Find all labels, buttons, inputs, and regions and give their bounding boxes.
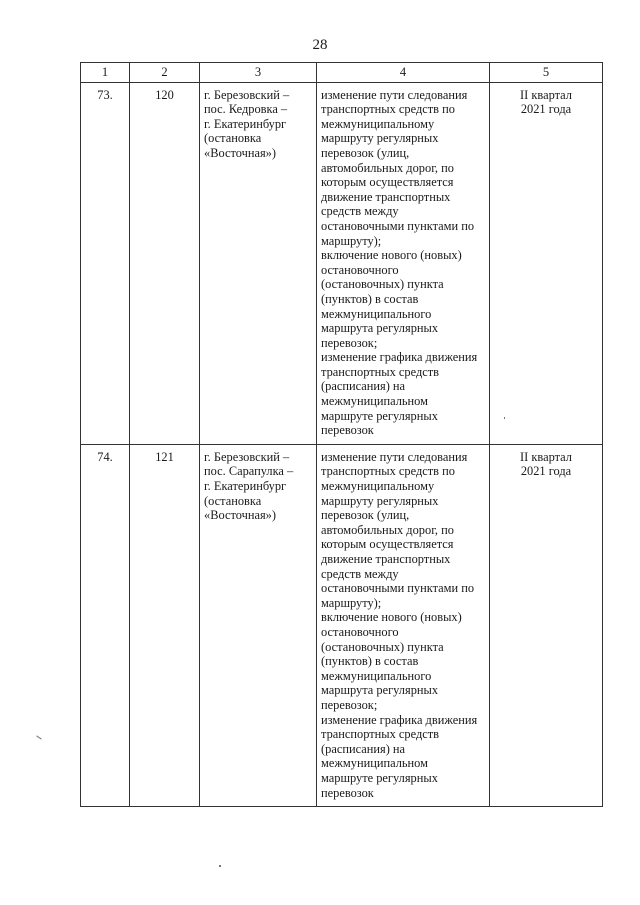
text-line: перевозок; (321, 335, 378, 350)
text-line: маршруту регулярных (321, 131, 439, 146)
text-line: межмуниципальному (321, 479, 435, 494)
table-header-row (81, 63, 603, 83)
table-row (81, 444, 603, 806)
text-line: перевозок; (321, 697, 378, 712)
text-line: движение транспортных (321, 189, 451, 204)
text-line: г. Березовский – (204, 449, 290, 464)
text-line: межмуниципальном (321, 394, 428, 409)
change-description-cell (317, 444, 490, 806)
route-name-cell (200, 444, 317, 806)
routes-table (80, 62, 603, 807)
text-line: (пунктов) в состав (321, 291, 419, 306)
text-line: 2021 года (520, 102, 572, 117)
text-line: (остановка (204, 131, 262, 146)
text-line: остановочного (321, 624, 399, 639)
text-line: маршруте регулярных (321, 408, 438, 423)
text-line: межмуниципальному (321, 116, 435, 131)
scan-speck (219, 865, 221, 867)
text-line: межмуниципального (321, 668, 432, 683)
text-line: маршруте регулярных (321, 770, 438, 785)
text-line: (остановочных) пункта (321, 277, 444, 292)
text-line: «Восточная») (204, 145, 276, 160)
header-cell: 5 (490, 63, 603, 83)
text-line: включение нового (новых) (321, 610, 462, 625)
row-number-cell: 74. (81, 444, 130, 806)
text-line: средств между (321, 566, 399, 581)
text-line: изменение пути следования (321, 87, 468, 102)
route-number-cell: 120 (130, 82, 200, 444)
text-line: которым осуществляется (321, 175, 454, 190)
text-line: 2021 года (520, 464, 572, 479)
scan-speck (504, 417, 505, 419)
text-line: пос. Сарапулка – (204, 464, 294, 479)
text-line: изменение графика движения (321, 350, 478, 365)
text-line: перевозок (улиц, (321, 145, 410, 160)
text-line: включение нового (новых) (321, 248, 462, 263)
text-line: г. Екатеринбург (204, 116, 287, 131)
period-cell (490, 444, 603, 806)
text-line: г. Екатеринбург (204, 479, 287, 494)
text-line: остановочного (321, 262, 399, 277)
text-line: автомобильных дорог, по (321, 522, 454, 537)
header-cell: 4 (317, 63, 490, 83)
text-line: II квартал (520, 87, 572, 102)
route-number-cell: 121 (130, 444, 200, 806)
text-line: (остановочных) пункта (321, 639, 444, 654)
period-cell (490, 82, 603, 444)
text-line: движение транспортных (321, 552, 451, 566)
text-line: перевозок (321, 785, 374, 800)
text-line: II квартал (520, 449, 572, 464)
text-line: маршруту); (321, 595, 382, 610)
header-cell: 1 (81, 63, 130, 83)
page-number: 28 (312, 37, 328, 53)
header-cell: 3 (200, 63, 317, 83)
text-line: г. Березовский – (204, 87, 290, 102)
text-line: межмуниципальном (321, 756, 428, 771)
text-line: пос. Кедровка – (204, 102, 288, 117)
text-line: маршруту регулярных (321, 493, 439, 508)
change-description-cell (317, 82, 490, 444)
text-line: изменение графика движения (321, 712, 478, 727)
text-line: (пунктов) в состав (321, 654, 419, 669)
text-line: остановочными пунктами по (321, 581, 475, 596)
text-line: маршруту); (321, 233, 382, 248)
row-number-cell: 73. (81, 82, 130, 444)
text-line: перевозок (улиц, (321, 508, 410, 523)
text-line: маршрута регулярных (321, 683, 439, 698)
text-line: транспортных средств (321, 364, 440, 379)
text-line: (расписания) на (321, 741, 406, 756)
header-cell: 2 (130, 63, 200, 83)
text-line: транспортных средств (321, 727, 440, 742)
text-line: (остановка (204, 493, 262, 508)
text-line: которым осуществляется (321, 537, 454, 552)
route-name-cell (200, 82, 317, 444)
text-line: средств между (321, 204, 399, 219)
text-line: автомобильных дорог, по (321, 160, 454, 175)
table-row (81, 82, 603, 444)
text-line: перевозок (321, 423, 374, 438)
text-line: транспортных средств по (321, 102, 455, 117)
text-line: (расписания) на (321, 379, 406, 394)
scan-speck (36, 735, 41, 739)
text-line: «Восточная») (204, 508, 276, 523)
text-line: межмуниципального (321, 306, 432, 321)
text-line: изменение пути следования (321, 449, 468, 464)
text-line: транспортных средств по (321, 464, 455, 479)
text-line: остановочными пунктами по (321, 218, 475, 233)
text-line: маршрута регулярных (321, 321, 439, 336)
